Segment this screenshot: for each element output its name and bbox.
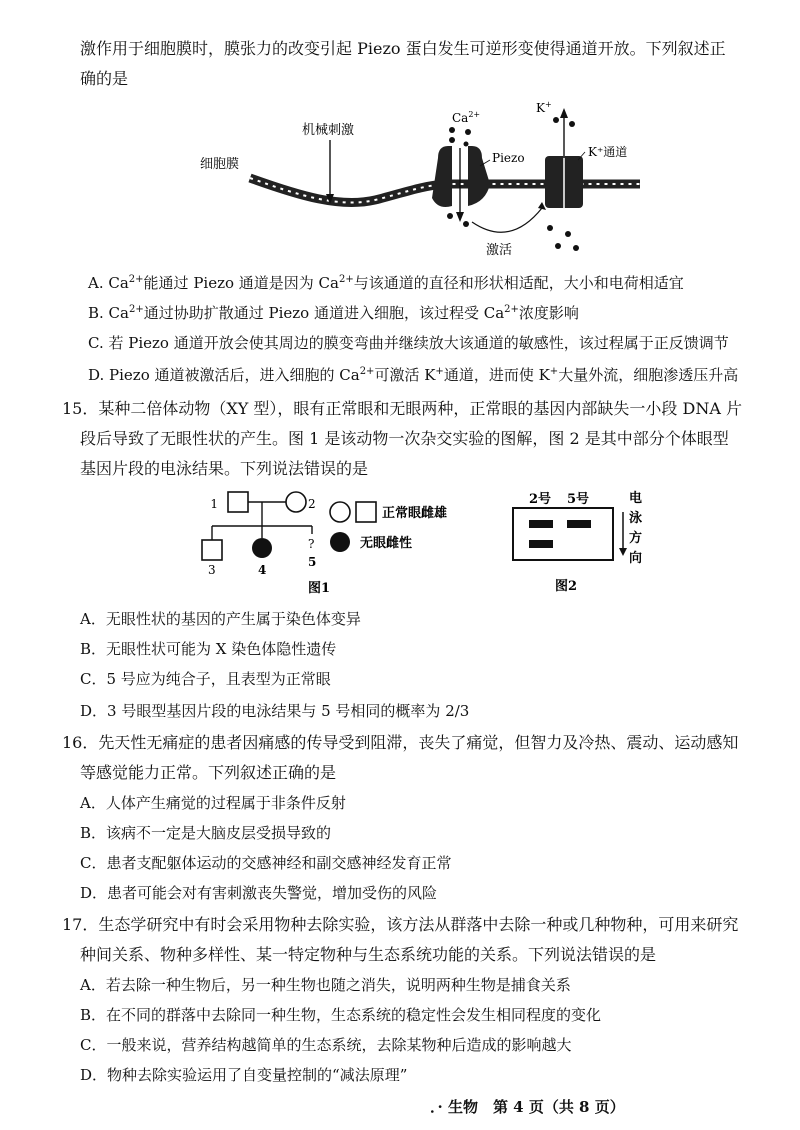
q14-stem-line2: 确的是 (80, 69, 129, 88)
q14-stem-line1: 激作用于细胞膜时，膜张力的改变引起 Piezo 蛋白发生可逆形变使得通道开放。下列叙述正 (80, 39, 726, 58)
q15-option-c: C．5 号应为纯合子，且表型为正常眼 (80, 670, 331, 688)
q15-option-b: B．无眼性状可能为 X 染色体隐性遗传 (80, 640, 337, 658)
q17-stem-line2: 种间关系、物种多样性、某一特定物种与生态系统功能的关系。下列说法错误的是 (80, 945, 657, 964)
lane-label-5: 5号 (567, 492, 590, 507)
legend-normal-text: 正常眼雌雄 (382, 506, 448, 521)
q17-option-c: C．一般来说，营养结构越简单的生态系统，去除某物种后造成的影响越大 (80, 1036, 572, 1054)
q14-option-b: B. $Ca^{2+}$通过协助扩散通过 Piezo 通道进入细胞，该过程受 $Ca^{2+}$浓度影响 (88, 304, 579, 322)
page-footer: ．· 生物 第 4 页（共 8 页） (430, 1098, 625, 1116)
pedigree-individual-3 (202, 540, 222, 560)
q14-option-c: C. 若 Piezo 通道开放会使其周边的膜变弯曲并继续放大该通道的敏感性，该过程属于正反馈调节 (88, 334, 729, 352)
q15-option-a: A．无眼性状的基因的产生属于染色体变异 (80, 610, 361, 628)
q16-stem-line1: 16．先天性无痛症的患者因痛感的传导受到阻滞，丧失了痛觉，但智力及冷热、震动、运动感知 (62, 733, 739, 752)
pedigree-label-4: 4 (258, 563, 267, 577)
q17-option-a: A．若去除一种生物后，另一种生物也随之消失，说明两种生物是捕食关系 (80, 976, 571, 994)
q16-stem-line2: 等感觉能力正常。下列叙述正确的是 (80, 763, 337, 782)
q15-stem-line3: 基因片段的电泳结果。下列说法错误的是 (80, 459, 369, 478)
figure2-caption: 图2 (555, 579, 578, 594)
fig-label-mechanical-stimulus: 机械刺激 (302, 123, 355, 138)
fig-label-activate: 激活 (486, 243, 513, 258)
q14-option-a: A. $Ca^{2+}$能通过 Piezo 通道是因为 $Ca^{2+}$与该通道的直径和形状相适配，大小和电荷相适宜 (88, 274, 684, 292)
fig-label-k-channel: K⁺通道 (588, 145, 628, 159)
direction-char-4: 向 (629, 551, 643, 566)
band-lane2-upper (529, 520, 553, 528)
q14-option-d: D. Piezo 通道被激活后，进入细胞的 $Ca^{2+}$可激活 K+通道，进而使 K+大量外流，细胞渗透压升高 (88, 366, 739, 384)
q16-option-b: B．该病不一定是大脑皮层受损导致的 (80, 824, 332, 842)
gel-frame (513, 508, 613, 560)
piezo-membrane-figure (190, 98, 650, 268)
legend-normal-female-icon (330, 502, 350, 522)
q17-option-b: B．在不同的群落中去除同一种生物，生态系统的稳定性会发生相同程度的变化 (80, 1006, 602, 1024)
pedigree-individual-1 (228, 492, 248, 512)
pedigree-label-1: 1 (210, 497, 218, 511)
fig-label-cell-membrane: 细胞膜 (200, 157, 240, 172)
pedigree-individual-4 (252, 538, 272, 558)
legend-eyeless-female-icon (330, 532, 350, 552)
fig-label-ca: $Ca^{2+}$ (452, 110, 481, 125)
piezo-channel-shape (432, 146, 452, 207)
direction-char-2: 泳 (629, 511, 643, 526)
q16-option-a: A．人体产生痛觉的过程属于非条件反射 (80, 794, 346, 812)
q16-option-c: C．患者支配躯体运动的交感神经和副交感神经发育正常 (80, 854, 452, 872)
fig-label-k: K+ (536, 100, 552, 115)
electrophoresis-figure2 (505, 490, 665, 596)
q15-option-d: D．3 号眼型基因片段的电泳结果与 5 号相同的概率为 2/3 (80, 702, 470, 720)
q17-option-d: D．物种去除实验运用了自变量控制的“减法原理” (80, 1066, 408, 1084)
band-lane5 (567, 520, 591, 528)
legend-eyeless-text: 无眼雌性 (360, 536, 413, 551)
direction-char-1: 电 (629, 491, 643, 506)
pedigree-figure1 (190, 488, 490, 596)
pedigree-label-2: 2 (308, 497, 316, 511)
q15-stem-line2: 段后导致了无眼性状的产生。图 1 是该动物一次杂交实验的图解，图 2 是其中部分个体眼型 (80, 429, 729, 448)
pedigree-unknown: ? (308, 537, 315, 551)
legend-normal-male-icon (356, 502, 376, 522)
pedigree-individual-2 (286, 492, 306, 512)
fig-label-piezo: Piezo (492, 151, 525, 165)
direction-char-3: 方 (629, 531, 643, 546)
pedigree-label-5: 5 (308, 555, 317, 569)
q17-stem-line1: 17．生态学研究中有时会采用物种去除实验，该方法从群落中去除一种或几种物种，可用来研究 (62, 915, 739, 934)
q15-stem-line1: 15．某种二倍体动物（XY 型），眼有正常眼和无眼两种，正常眼的基因内部缺失一小段 DNA 片 (62, 399, 742, 418)
band-lane2-lower (529, 540, 553, 548)
pedigree-label-3: 3 (208, 563, 216, 577)
lane-label-2: 2号 (529, 492, 552, 507)
figure1-caption: 图1 (308, 581, 331, 596)
q16-option-d: D．患者可能会对有害刺激丧失警觉，增加受伤的风险 (80, 884, 438, 902)
